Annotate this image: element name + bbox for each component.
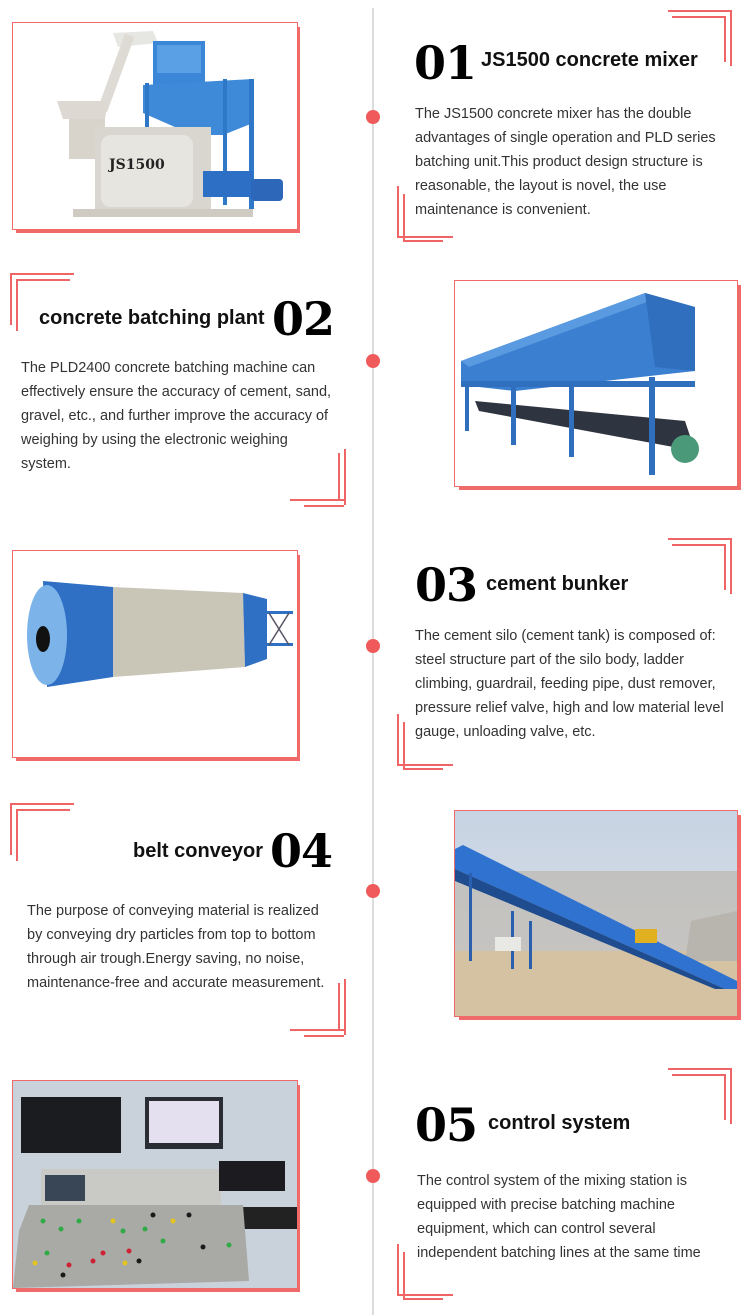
mixer-photo	[12, 22, 298, 230]
section-number: 03	[415, 558, 478, 612]
section-description: The cement silo (cement tank) is composed of: steel structure part of the silo body, ladder climbing, guardrail, feeding pipe, dust remover, pressure relief valve, high and low material level gauge, unloading valve, etc.	[415, 628, 724, 740]
section-number: 02	[272, 292, 335, 346]
section-title: concrete batching plant	[39, 307, 265, 329]
section-title: control system	[488, 1112, 631, 1134]
section-number: 01	[414, 36, 477, 90]
section-title: JS1500 concrete mixer	[481, 49, 698, 71]
cement-silo-photo	[12, 550, 298, 758]
section-description: The control system of the mixing station is equipped with precise batching machine equipment, which can control several independent batching lines at the same time	[417, 1173, 701, 1261]
section-title: cement bunker	[486, 573, 629, 595]
timeline-dot	[366, 1169, 380, 1183]
timeline-dot	[366, 639, 380, 653]
section-number: 05	[415, 1098, 478, 1152]
section-number: 04	[270, 824, 333, 878]
timeline-dot	[366, 354, 380, 368]
section-title: belt conveyor	[133, 840, 264, 862]
section-description: The purpose of conveying material is realized by conveying dry particles from top to bottom through air trough.Energy saving, no noise, maintenance-free and accurate measurement.	[27, 903, 325, 991]
mixer-model-label: JS1500	[109, 157, 165, 173]
batching-plant-photo	[454, 280, 738, 487]
timeline-line	[372, 8, 374, 1315]
timeline-dot	[366, 884, 380, 898]
section-description: The JS1500 concrete mixer has the double advantages of single operation and PLD series batching unit.This product design structure is reasonable, the layout is novel, the use maintenance is convenient.	[415, 106, 716, 218]
timeline-dot	[366, 110, 380, 124]
belt-conveyor-photo	[454, 810, 738, 1017]
section-description: The PLD2400 concrete batching machine can effectively ensure the accuracy of cement, sand, gravel, etc., and further improve the accuracy of weighing by using the electronic weighing system.	[21, 360, 332, 472]
control-room-photo	[12, 1080, 298, 1289]
